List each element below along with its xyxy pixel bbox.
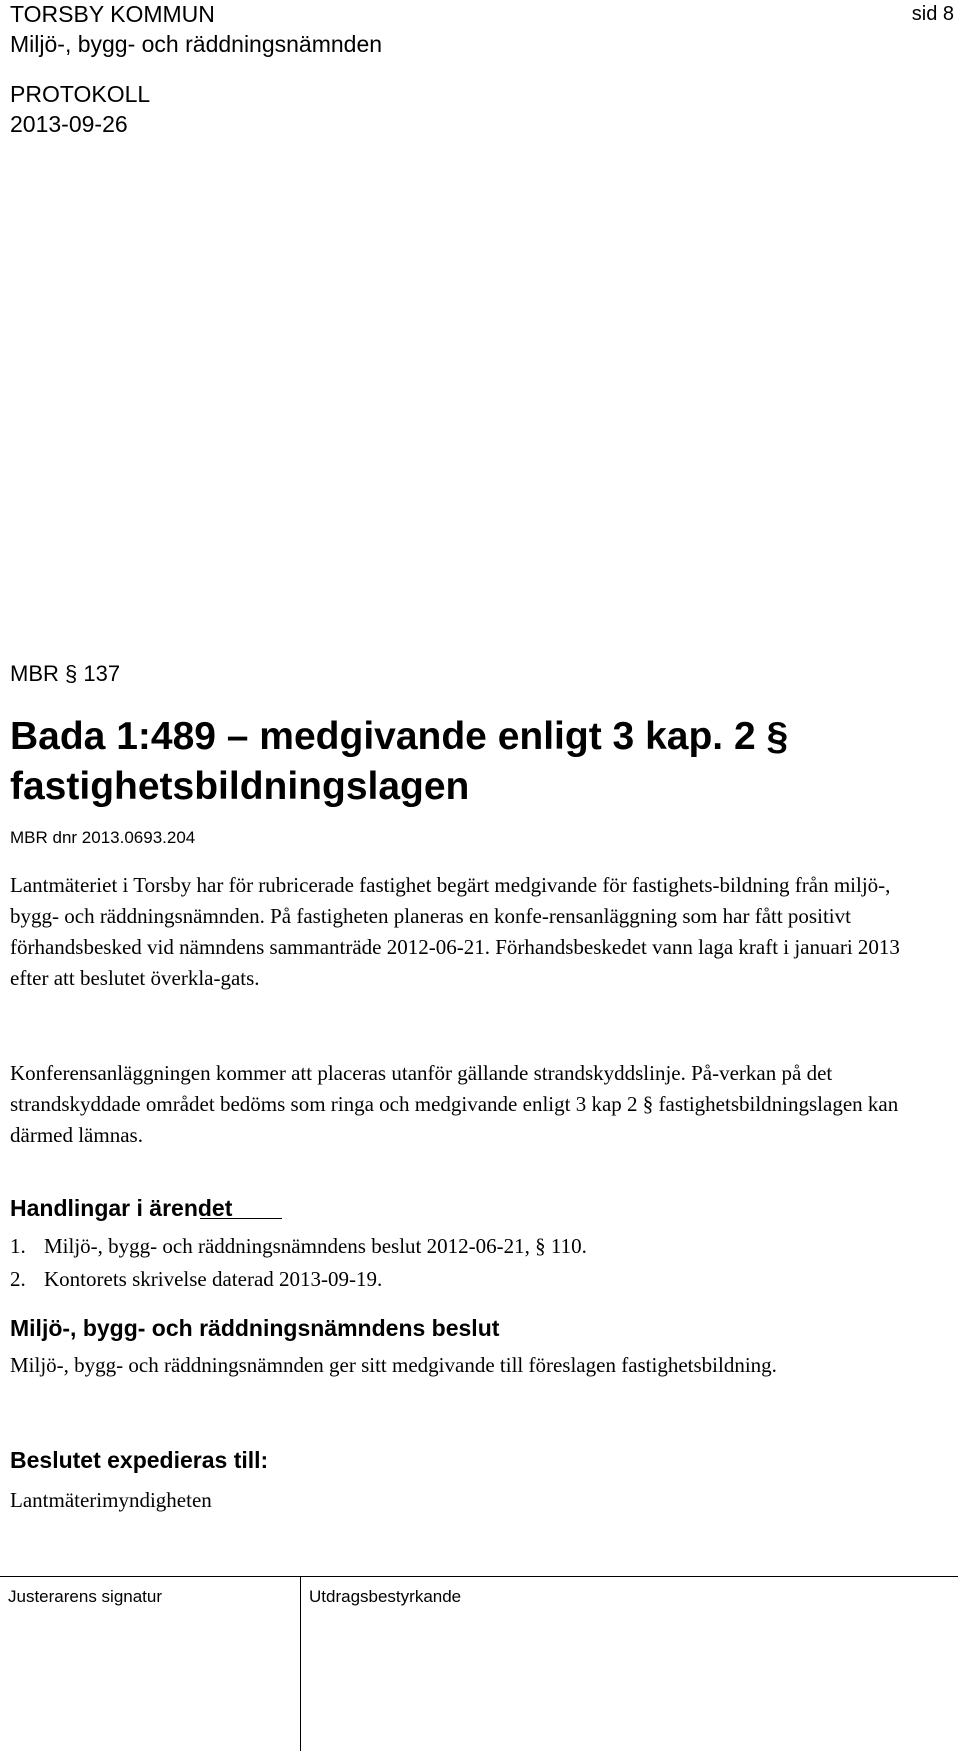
list-item-number: 2. [10, 1267, 26, 1291]
list-item-number: 1. [10, 1234, 26, 1258]
list-item [10, 1263, 587, 1296]
signature-footer [0, 1576, 958, 1751]
case-number: MBR dnr 2013.0693.204 [10, 828, 196, 847]
protocol-date: 2013-09-26 [10, 111, 128, 137]
signature-cell [0, 1577, 300, 1751]
document-type: PROTOKOLL [10, 81, 151, 107]
signature-label: Justerarens signatur [8, 1587, 163, 1606]
documents-heading: Handlingar i ärendet [10, 1195, 233, 1221]
certified-label: Utdragsbestyrkande [309, 1587, 462, 1606]
dispatch-heading: Beslutet expedieras till: [10, 1447, 269, 1473]
organization-name: TORSBY KOMMUN [10, 1, 215, 27]
certified-cell [300, 1577, 958, 1751]
item-title: Bada 1:489 – medgivande enligt 3 kap. 2 § fastighetsbildningslagen [10, 715, 789, 808]
closing-rule [200, 1218, 282, 1219]
body-paragraph-2: Konferensanläggningen kommer att placeras utanför gällande strandskyddslinje. På-verkan på det strandskyddade området bedöms som ringa och medgivande enligt 3 kap 2 § fastighetsbildningslagen kan därmed lämnas. [10, 1061, 899, 1147]
decision-heading: Miljö-, bygg- och räddningsnämndens beslut [10, 1315, 500, 1341]
body-paragraph-1: Lantmäteriet i Torsby har för rubricerade fastighet begärt medgivande för fastighets-bildning från miljö-, bygg- och räddningsnämnden. På fastigheten planeras en konfe-rensanläggning som har fått positivt förhandsbesked vid nämndens sammanträde 2012-06-21. Förhandsbeskedet vann laga kraft i januari 2013 efter att beslutet överkla-gats. [10, 873, 900, 990]
list-item-text: Kontorets skrivelse daterad 2013-09-19. [44, 1267, 383, 1291]
page-number: sid 8 [911, 3, 954, 25]
decision-text: Miljö-, bygg- och räddningsnämnden ger sitt medgivande till föreslagen fastighetsbildning. [10, 1353, 777, 1377]
dispatch-recipient: Lantmäterimyndigheten [10, 1488, 212, 1512]
committee-name: Miljö-, bygg- och räddningsnämnden [10, 31, 383, 57]
list-item-text: Miljö-, bygg- och räddningsnämndens beslut 2012-06-21, § 110. [44, 1234, 587, 1258]
documents-list [10, 1230, 587, 1296]
paragraph-reference: MBR § 137 [10, 661, 121, 686]
list-item [10, 1230, 587, 1263]
